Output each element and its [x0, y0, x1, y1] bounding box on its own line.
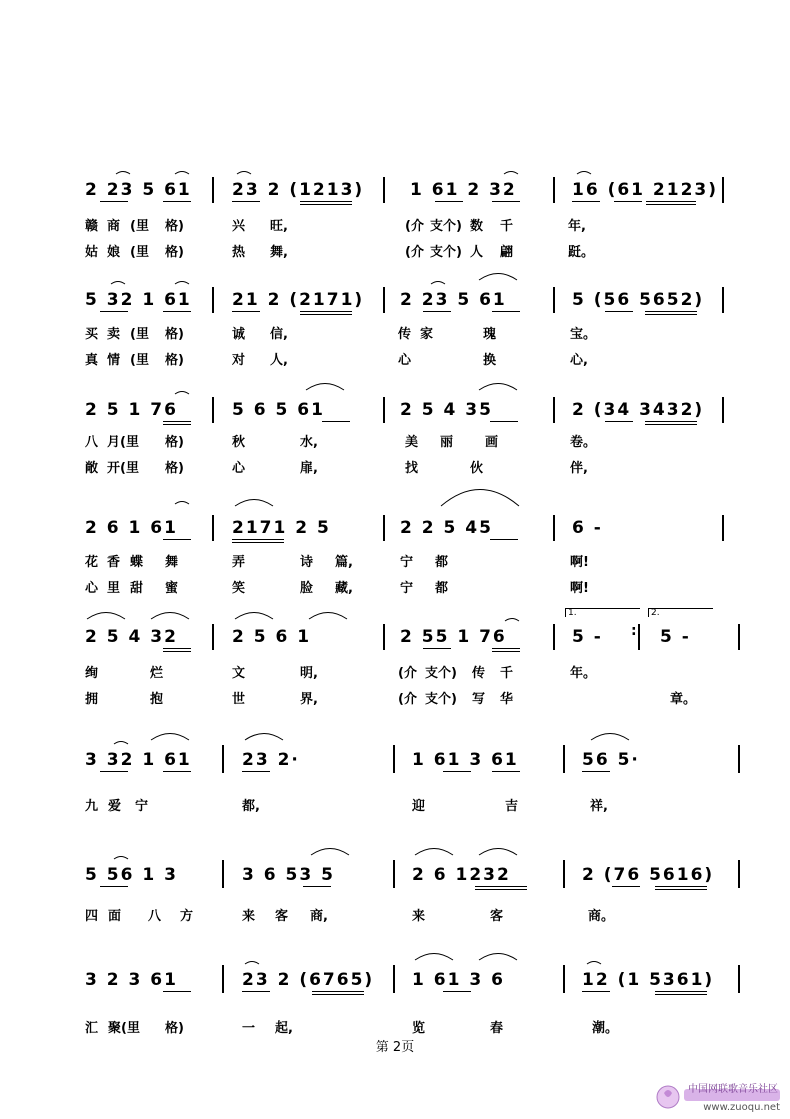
measure: 21 2 (2171): [232, 290, 365, 310]
underline: [100, 311, 128, 312]
measure: 23 2 (6765): [242, 970, 375, 990]
measure: 5 32 1 61: [85, 290, 192, 310]
underline: [443, 771, 471, 772]
underline: [612, 886, 640, 887]
slur: [234, 495, 274, 507]
lyric-char: 八: [85, 435, 99, 450]
lyric-char: 宁: [400, 555, 414, 570]
slur: [110, 279, 126, 285]
slur: [234, 608, 274, 620]
lyric-char: 世: [232, 692, 246, 707]
slur: [430, 279, 446, 285]
lyric-char: 千: [500, 219, 514, 234]
lyric-char: 明,: [300, 666, 318, 681]
lyric-char: 都: [435, 555, 449, 570]
measure: 5 (56 5652): [572, 290, 705, 310]
lyric-char: 绚: [85, 666, 99, 681]
slur: [414, 844, 454, 856]
lyric-char: 舞: [165, 555, 179, 570]
lyric-char: 卖: [107, 327, 121, 342]
measure: 2171 2 5: [232, 518, 331, 538]
lyric-char: 九: [85, 799, 99, 814]
lyric-char: 心: [232, 461, 246, 476]
lyric-char: 敞: [85, 461, 99, 476]
slur: [504, 616, 520, 622]
measure: 12 (1 5361): [582, 970, 715, 990]
underline: [645, 311, 697, 312]
slur: [305, 379, 345, 391]
barline: [553, 177, 555, 203]
measure: 23 2·: [242, 750, 300, 770]
lyric-char: 格): [165, 1021, 184, 1036]
underline: [163, 421, 191, 422]
underline: [232, 542, 284, 543]
underline: [655, 886, 707, 887]
underline: [100, 771, 128, 772]
lyric-char: 春: [490, 1021, 504, 1036]
measure: 2 5 4 32: [85, 627, 178, 647]
lyric-char: 美: [405, 435, 419, 450]
lyric-char: 诚: [232, 327, 246, 342]
underline: [232, 539, 284, 540]
underline: [300, 204, 352, 205]
lyric-char: 丽: [440, 435, 454, 450]
lyric-char: 支个): [430, 219, 462, 234]
lyric-char: 对: [232, 353, 246, 368]
barline: [212, 287, 214, 313]
underline: [242, 771, 270, 772]
measure: 1 61 3 61: [412, 750, 519, 770]
lyric-line: [0, 325, 790, 345]
underline: [614, 201, 642, 202]
slur: [244, 959, 260, 965]
underline: [443, 991, 471, 992]
lyric-char: 弄: [232, 555, 246, 570]
slur: [503, 169, 519, 175]
lyric-char: 藏,: [335, 581, 353, 596]
lyric-char: 水,: [300, 435, 318, 450]
lyric-char: 传: [472, 666, 486, 681]
lyric-line: [0, 907, 790, 927]
measure: 2 6 1232: [412, 865, 511, 885]
slur: [440, 483, 520, 507]
measure: 2 (34 3432): [572, 400, 705, 420]
lyric-line: [0, 351, 790, 371]
repeat-dots: :: [631, 623, 637, 639]
lyric-char: 开(里: [107, 461, 139, 476]
lyric-char: 支个): [430, 245, 462, 260]
underline: [312, 991, 364, 992]
lyric-char: 买: [85, 327, 99, 342]
lyric-char: 千: [500, 666, 514, 681]
slur: [174, 389, 190, 395]
lyric-char: 起,: [275, 1021, 293, 1036]
barline: [212, 177, 214, 203]
underline: [100, 201, 128, 202]
lyric-char: 伙: [470, 461, 484, 476]
lyric-char: 支个): [425, 692, 457, 707]
lyric-char: 拥: [85, 692, 99, 707]
measure: 23 2 (1213): [232, 180, 365, 200]
barline: [563, 965, 565, 993]
measure: 6 -: [572, 518, 603, 538]
lyric-char: 都,: [242, 799, 260, 814]
lyric-char: (里: [130, 245, 149, 260]
measure: 5 -: [572, 627, 603, 647]
measure: 2 2 5 45: [400, 518, 493, 538]
slur: [150, 729, 190, 741]
underline: [490, 421, 518, 422]
lyric-char: 商: [107, 219, 121, 234]
lyric-char: 翩: [500, 245, 514, 260]
volta-1: 1.: [565, 608, 640, 617]
slur: [590, 729, 630, 741]
slur: [174, 279, 190, 285]
page-number: 第 2页: [375, 1040, 415, 1055]
lyric-char: 潮。: [592, 1021, 619, 1036]
lyric-char: 聚(里: [108, 1021, 140, 1036]
lyric-char: 格): [165, 353, 184, 368]
underline: [322, 421, 350, 422]
slur: [150, 608, 190, 620]
measure: 3 32 1 61: [85, 750, 192, 770]
watermark-text: 中国网联歌音乐社区: [688, 1084, 778, 1095]
slur: [115, 169, 131, 175]
underline: [163, 651, 191, 652]
lyric-char: 来: [412, 909, 426, 924]
measure: 3 2 3 61: [85, 970, 178, 990]
lyric-char: (介: [398, 666, 417, 681]
lyric-char: 年。: [570, 666, 597, 681]
lyric-char: (里: [130, 219, 149, 234]
lyric-char: 舞,: [270, 245, 288, 260]
lyric-char: (介: [405, 219, 424, 234]
lyric-char: 传: [398, 327, 412, 342]
measure: 16 (61 2123): [572, 180, 719, 200]
lyric-line: [0, 579, 790, 599]
underline: [582, 991, 610, 992]
underline: [492, 771, 520, 772]
lyric-char: 界,: [300, 692, 318, 707]
measure: 2 (76 5616): [582, 865, 715, 885]
measure: 2 23 5 61: [85, 180, 192, 200]
barline: [222, 745, 224, 773]
lyric-char: 章。: [670, 692, 697, 707]
underline: [163, 201, 191, 202]
lyric-char: 姑: [85, 245, 99, 260]
lyric-char: 娘: [107, 245, 121, 260]
barline-final: [738, 624, 740, 650]
underline: [312, 994, 364, 995]
slur: [113, 854, 129, 860]
barline: [553, 515, 555, 541]
barline: [383, 515, 385, 541]
watermark-site: www.zuoqu.net: [703, 1102, 780, 1113]
slur: [310, 844, 350, 856]
barline: [383, 287, 385, 313]
lyric-char: 客: [275, 909, 289, 924]
underline: [645, 421, 697, 422]
barline-final: [722, 515, 724, 541]
underline: [655, 994, 707, 995]
lyric-char: 热: [232, 245, 246, 260]
lyric-char: 客: [490, 909, 504, 924]
underline: [163, 991, 191, 992]
underline: [492, 648, 520, 649]
lyric-char: 吉: [505, 799, 519, 814]
lyric-char: 找: [405, 461, 419, 476]
volta-2: 2.: [648, 608, 713, 617]
underline: [100, 886, 128, 887]
lyric-char: 览: [412, 1021, 426, 1036]
underline: [475, 889, 527, 890]
lyric-char: 甜: [130, 581, 144, 596]
lyric-char: 里: [107, 581, 121, 596]
underline: [645, 424, 697, 425]
lyric-char: 人,: [270, 353, 288, 368]
underline: [605, 311, 633, 312]
underline: [645, 314, 697, 315]
lyric-char: 烂: [150, 666, 164, 681]
measure: 2 5 4 35: [400, 400, 493, 420]
barline: [222, 860, 224, 888]
measure: 56 5·: [582, 750, 640, 770]
barline: [222, 965, 224, 993]
lyric-char: 诗: [300, 555, 314, 570]
slur: [174, 169, 190, 175]
slur: [113, 739, 129, 745]
underline: [475, 886, 527, 887]
barline: [393, 965, 395, 993]
barline: [383, 397, 385, 423]
measure: 3 6 53 5: [242, 865, 335, 885]
underline: [490, 539, 518, 540]
lyric-line: [0, 459, 790, 479]
barline-final: [722, 287, 724, 313]
lyric-line: [0, 797, 790, 817]
barline: [563, 860, 565, 888]
lyric-char: 文: [232, 666, 246, 681]
barline-final: [738, 745, 740, 773]
lyric-line: [0, 433, 790, 453]
lyric-char: 格): [165, 461, 184, 476]
measure: 1 61 3 6: [412, 970, 505, 990]
lyric-line: [0, 217, 790, 237]
lyric-line: [0, 243, 790, 263]
lyric-char: 都: [435, 581, 449, 596]
barline: [393, 745, 395, 773]
lyric-line: [0, 664, 790, 684]
lyric-char: 啊!: [570, 581, 589, 596]
lyric-char: 瑰: [483, 327, 497, 342]
barline: [393, 860, 395, 888]
lyric-char: 旺,: [270, 219, 288, 234]
underline: [582, 771, 610, 772]
lyric-char: 篇,: [335, 555, 353, 570]
underline: [300, 311, 352, 312]
slur: [244, 729, 284, 741]
lyric-char: 商,: [310, 909, 328, 924]
slur: [478, 269, 518, 281]
lyric-line: [0, 690, 790, 710]
barline: [553, 397, 555, 423]
lyric-char: 伴,: [570, 461, 588, 476]
lyric-char: 四: [85, 909, 99, 924]
lyric-char: 卷。: [570, 435, 597, 450]
lyric-char: 商。: [588, 909, 615, 924]
lyric-char: 啊!: [570, 555, 589, 570]
underline: [492, 311, 520, 312]
repeat-barline: [638, 624, 640, 650]
underline: [163, 648, 191, 649]
lyric-char: 心: [85, 581, 99, 596]
underline: [303, 886, 331, 887]
lyric-char: (介: [398, 692, 417, 707]
underline: [300, 314, 352, 315]
measure: 2 23 5 61: [400, 290, 507, 310]
underline: [646, 201, 696, 202]
lyric-char: 换: [483, 353, 497, 368]
measure: 5 56 1 3: [85, 865, 178, 885]
underline: [163, 311, 191, 312]
barline-final: [722, 397, 724, 423]
underline: [423, 311, 451, 312]
lyric-char: 祥,: [590, 799, 608, 814]
lyric-char: 汇: [85, 1021, 99, 1036]
underline: [242, 991, 270, 992]
underline: [605, 421, 633, 422]
underline: [646, 204, 696, 205]
underline: [232, 201, 260, 202]
lyric-char: 人: [470, 245, 484, 260]
measure: 1 61 2 32: [410, 180, 517, 200]
lyric-char: 抱: [150, 692, 164, 707]
lyric-char: 爱: [108, 799, 122, 814]
lyric-char: 家: [420, 327, 434, 342]
lyric-char: (里: [130, 327, 149, 342]
barline: [563, 745, 565, 773]
underline: [423, 648, 451, 649]
barline: [553, 287, 555, 313]
lyric-char: 脸: [300, 581, 314, 596]
slur: [586, 959, 602, 965]
slur: [576, 169, 592, 175]
underline: [163, 539, 191, 540]
lyric-char: 写: [472, 692, 486, 707]
lyric-char: 赣: [85, 219, 99, 234]
underline: [435, 201, 463, 202]
slur: [174, 499, 190, 505]
measure: 2 5 6 1: [232, 627, 312, 647]
underline: [492, 201, 520, 202]
lyric-line: [0, 553, 790, 573]
lyric-char: 花: [85, 555, 99, 570]
underline: [492, 651, 520, 652]
lyric-char: 支个): [425, 666, 457, 681]
lyric-char: 蜜: [165, 581, 179, 596]
underline: [655, 991, 707, 992]
lyric-char: (介: [405, 245, 424, 260]
lyric-char: 心: [398, 353, 412, 368]
lyric-char: 香: [107, 555, 121, 570]
lyric-char: 情: [107, 353, 121, 368]
barline: [383, 177, 385, 203]
slur: [236, 169, 252, 175]
measure: 2 5 1 76: [85, 400, 178, 420]
lyric-char: 华: [500, 692, 514, 707]
barline: [212, 397, 214, 423]
lyric-char: 迎: [412, 799, 426, 814]
lyric-char: 方: [180, 909, 194, 924]
lyric-char: 信,: [270, 327, 288, 342]
lyric-char: 格): [165, 327, 184, 342]
underline: [572, 201, 600, 202]
lyric-char: 宝。: [570, 327, 597, 342]
underline: [300, 201, 352, 202]
underline: [655, 889, 707, 890]
lyric-char: (里: [130, 353, 149, 368]
lyric-char: 年,: [568, 219, 586, 234]
underline: [163, 424, 191, 425]
lyric-char: 一: [242, 1021, 256, 1036]
measure: 5 -: [660, 627, 691, 647]
barline-final: [738, 965, 740, 993]
lyric-char: 真: [85, 353, 99, 368]
lyric-char: 宁: [400, 581, 414, 596]
measure: 5 6 5 61: [232, 400, 325, 420]
measure: 2 55 1 76: [400, 627, 507, 647]
lyric-char: 兴: [232, 219, 246, 234]
lyric-char: 秋: [232, 435, 246, 450]
slur: [308, 608, 348, 620]
lyric-char: 数: [470, 219, 484, 234]
lyric-char: 八: [148, 909, 162, 924]
lyric-char: 蝶: [130, 555, 144, 570]
underline: [232, 311, 260, 312]
barline: [383, 624, 385, 650]
lyric-char: 扉,: [300, 461, 318, 476]
lyric-char: 月(里: [107, 435, 139, 450]
barline-final: [722, 177, 724, 203]
slur: [86, 608, 126, 620]
slur: [414, 949, 454, 961]
lyric-char: 心,: [570, 353, 588, 368]
slur: [478, 949, 518, 961]
lyric-char: 格): [165, 219, 184, 234]
lyric-char: 格): [165, 435, 184, 450]
lyric-char: 跹。: [568, 245, 595, 260]
lyric-char: 面: [108, 909, 122, 924]
measure: 2 6 1 61: [85, 518, 178, 538]
lyric-char: 笑: [232, 581, 246, 596]
slur: [478, 844, 518, 856]
lyric-char: 画: [485, 435, 499, 450]
barline-final: [738, 860, 740, 888]
barline: [212, 624, 214, 650]
barline: [553, 624, 555, 650]
lyric-char: 宁: [135, 799, 149, 814]
barline: [212, 515, 214, 541]
underline: [163, 771, 191, 772]
lyric-char: 格): [165, 245, 184, 260]
slur: [478, 379, 518, 391]
lyric-char: 来: [242, 909, 256, 924]
